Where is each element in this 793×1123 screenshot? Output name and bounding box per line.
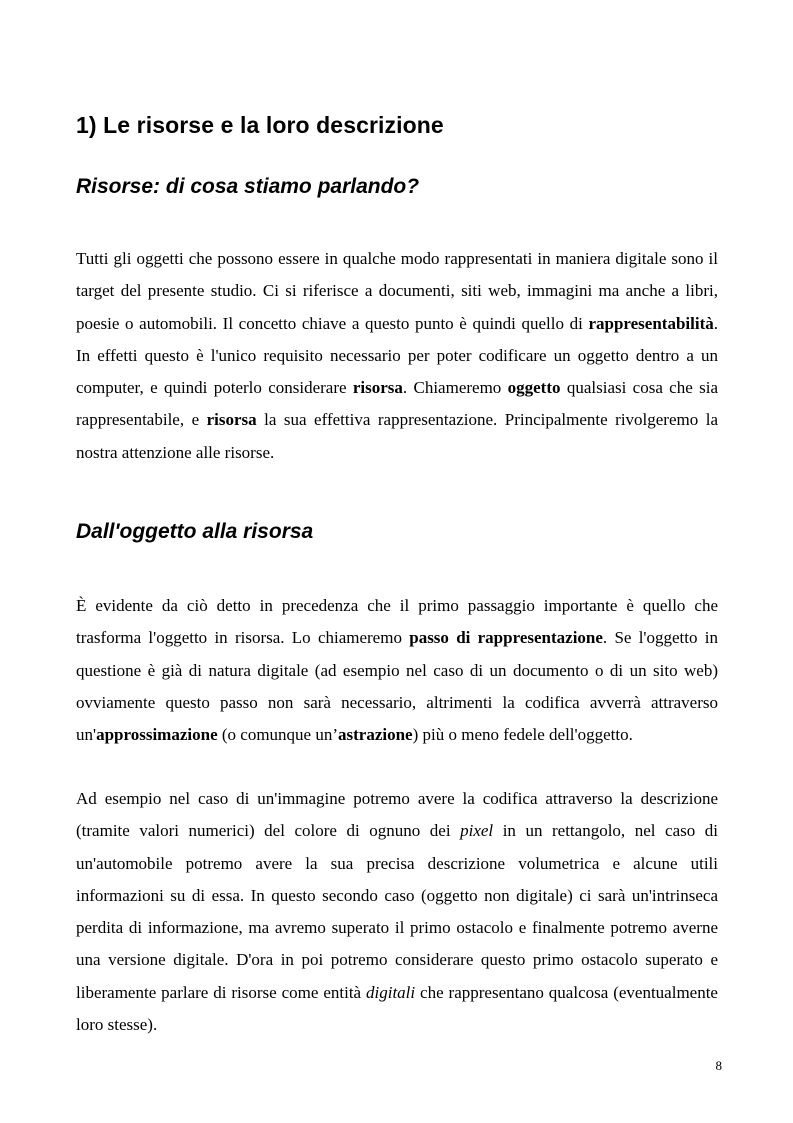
text-run: che rappresentano qualcosa (eventualmente loro stesse). bbox=[76, 982, 718, 1035]
bold-term-oggetto: oggetto bbox=[507, 378, 561, 398]
italic-term-digitali: digitali bbox=[366, 982, 416, 1002]
bold-term-approssimazione: approssimazione bbox=[96, 725, 218, 745]
section-heading-oggetto-risorsa: Dall'oggetto alla risorsa bbox=[76, 520, 314, 543]
text-run: la sua effettiva rappresentazione. Principalmente rivolgeremo la nostra attenzione alle risorse. bbox=[76, 410, 718, 462]
bold-term-passo: passo di rappresentazione bbox=[409, 628, 603, 648]
text-run: Tutti gli oggetti che possono essere in qualche modo rappresentati in maniera digitale sono il target del presente studio. Ci si riferisce a documenti, siti web, immagini ma anche a libri, poesie o automobili. Il concetto chiave a questo punto è quindi quello di bbox=[76, 249, 718, 333]
bold-term-risorsa: risorsa bbox=[352, 378, 403, 398]
bold-term-risorsa: risorsa bbox=[206, 410, 257, 430]
paragraph-passo-rappresentazione bbox=[76, 590, 718, 751]
paragraph-esempio bbox=[76, 783, 718, 1041]
text-run: (o comunque un’ bbox=[217, 725, 339, 745]
text-run: in un rettangolo, nel caso di un'automobile potremo avere la sua precisa descrizione volumetrica e alcune utili informazioni su di essa. In questo secondo caso (oggetto non digitale) ci sarà un'intrinseca perdita di informazione, ma avremo superato il primo ostacolo e finalmente potremo averne una versione digitale. D'ora in poi potremo considerare questo primo ostacolo superato e liberamente parlare di risorse come entità bbox=[76, 821, 718, 1002]
paragraph-risorse bbox=[76, 243, 718, 469]
section-heading-risorse: Risorse: di cosa stiamo parlando? bbox=[76, 175, 420, 198]
bold-term-astrazione: astrazione bbox=[338, 725, 413, 745]
text-run: . Se l'oggetto in questione è già di natura digitale (ad esempio nel caso di un documento o di un sito web) ovviamente questo passo non sarà necessario, altrimenti la codifica avverrà attraverso un' bbox=[76, 628, 718, 745]
text-run: ) più o meno fedele dell'oggetto. bbox=[412, 725, 633, 745]
text-run: . In effetti questo è l'unico requisito necessario per poter codificare un oggetto dentro a un computer, e quindi poterlo considerare bbox=[76, 313, 718, 398]
italic-term-pixel: pixel bbox=[460, 821, 494, 841]
text-run: Ad esempio nel caso di un'immagine potremo avere la codifica attraverso la descrizione (tramite valori numerici) del colore di ognuno dei bbox=[76, 789, 718, 841]
text-run: . Chiameremo bbox=[402, 378, 508, 398]
page-title: 1) Le risorse e la loro descrizione bbox=[76, 112, 444, 138]
text-run: È evidente da ciò detto in precedenza che il primo passaggio importante è quello che trasforma l'oggetto in risorsa. Lo chiameremo bbox=[76, 596, 718, 648]
page-number: 8 bbox=[715, 1058, 722, 1073]
bold-term-rappresentabilita: rappresentabilità bbox=[588, 313, 714, 333]
text-run: qualsiasi cosa che sia rappresentabile, e bbox=[76, 378, 718, 430]
